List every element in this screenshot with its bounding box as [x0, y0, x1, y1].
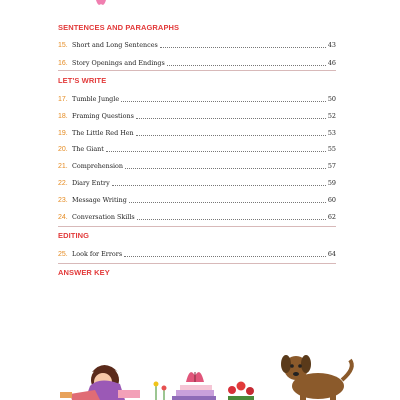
- section-heading-lets-write: LET'S WRITE: [58, 76, 107, 85]
- entry-page: 46: [327, 59, 336, 67]
- entry-page: 43: [327, 41, 336, 49]
- entry-number: 19.: [58, 130, 68, 137]
- section-heading-editing: EDITING: [58, 231, 90, 240]
- entry-page: 55: [327, 145, 336, 153]
- leader-dots: [106, 151, 326, 152]
- entry-title: Comprehension: [72, 162, 124, 170]
- entry-page: 50: [327, 95, 336, 103]
- section-divider: [58, 263, 336, 264]
- toc-entry[interactable]: [58, 158, 336, 170]
- entry-number: 21.: [58, 163, 68, 170]
- entry-page: 64: [327, 250, 336, 258]
- flower-ornament-icon: [95, 0, 107, 8]
- entry-number: 16.: [58, 60, 68, 67]
- entry-title: Story Openings and Endings: [72, 59, 165, 67]
- dog-icon: [281, 355, 352, 400]
- entry-page: 53: [327, 129, 336, 137]
- entry-title: Diary Entry: [72, 179, 110, 187]
- flowers-icon: [154, 382, 167, 400]
- leader-dots: [136, 118, 326, 119]
- kids-reading-illustration: [0, 320, 400, 400]
- toc-entry[interactable]: [58, 91, 336, 103]
- leader-dots: [112, 185, 326, 186]
- leader-dots: [121, 101, 326, 102]
- section-heading-answer-key[interactable]: ANSWER KEY: [58, 268, 110, 277]
- entry-title: Framing Questions: [72, 112, 134, 120]
- leader-dots: [167, 65, 326, 66]
- leader-dots: [129, 202, 326, 203]
- toc-entry[interactable]: [58, 141, 336, 153]
- girl-reading-icon: [60, 365, 140, 400]
- entry-number: 18.: [58, 113, 68, 120]
- leader-dots: [124, 256, 326, 257]
- toc-entry[interactable]: [58, 108, 336, 120]
- section-divider: [58, 226, 336, 227]
- leader-dots: [137, 219, 326, 220]
- entry-page: 52: [327, 112, 336, 120]
- toc-entry[interactable]: [58, 246, 336, 258]
- section-divider: [58, 70, 336, 71]
- entry-title: Conversation Skills: [72, 213, 135, 221]
- toc-entry[interactable]: [58, 125, 336, 137]
- entry-page: 60: [327, 196, 336, 204]
- entry-title: Look for Errors: [72, 250, 123, 258]
- entry-title: Tumble Jungle: [72, 95, 120, 103]
- toc-entry[interactable]: [58, 37, 336, 49]
- leader-dots: [136, 135, 326, 136]
- toc-entry[interactable]: [58, 55, 336, 67]
- entry-page: 57: [327, 162, 336, 170]
- entry-number: 24.: [58, 214, 68, 221]
- entry-number: 25.: [58, 251, 68, 258]
- entry-number: 23.: [58, 197, 68, 204]
- entry-number: 15.: [58, 42, 68, 49]
- entry-title: Short and Long Sentences: [72, 41, 158, 49]
- entry-title: The Little Red Hen: [72, 129, 134, 137]
- entry-page: 59: [327, 179, 336, 187]
- book-stack-icon: [172, 372, 216, 400]
- section-heading-sentences: SENTENCES AND PARAGRAPHS: [58, 23, 180, 32]
- leader-dots: [160, 47, 326, 48]
- entry-number: 17.: [58, 96, 68, 103]
- entry-number: 22.: [58, 180, 68, 187]
- entry-title: Message Writing: [72, 196, 127, 204]
- toc-entry[interactable]: [58, 175, 336, 187]
- toc-entry[interactable]: [58, 192, 336, 204]
- entry-number: 20.: [58, 146, 68, 153]
- leader-dots: [125, 168, 326, 169]
- roses-icon: [228, 382, 254, 400]
- toc-entry[interactable]: [58, 209, 336, 221]
- entry-title: The Giant: [72, 145, 104, 153]
- entry-page: 62: [327, 213, 336, 221]
